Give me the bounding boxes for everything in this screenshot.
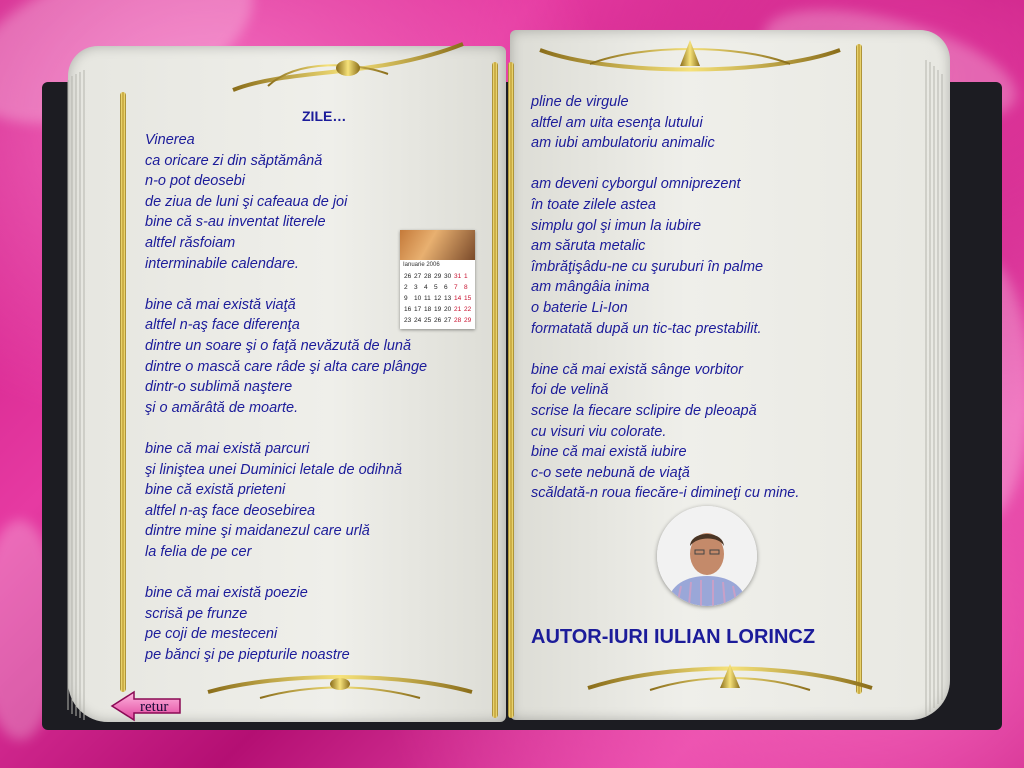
calendar-day: 30 <box>444 273 452 280</box>
poem-line: simplu gol şi imun la iubire <box>531 217 702 234</box>
calendar-day: 27 <box>414 273 422 280</box>
poem-left-column <box>145 130 427 665</box>
author-avatar <box>657 506 757 606</box>
calendar-photo <box>400 230 475 260</box>
calendar-day: 1 <box>464 273 468 280</box>
calendar-day: 4 <box>424 284 428 291</box>
calendar-day: 15 <box>464 295 472 302</box>
poem-line: la felia de pe cer <box>145 543 252 560</box>
poem-line: ca oricare zi din săptămână <box>145 152 323 169</box>
gold-ornament <box>580 660 880 700</box>
calendar-day: 20 <box>444 306 452 313</box>
poem-line: şi o amărâtă de moarte. <box>145 399 299 416</box>
author-name: AUTOR-IURI IULIAN LORINCZ <box>531 626 816 648</box>
poem-line: Vinerea <box>145 132 195 148</box>
calendar-day: 12 <box>434 295 442 302</box>
calendar-day: 25 <box>424 317 432 324</box>
poem-right-column <box>531 92 799 504</box>
poem-line: pe bănci şi pe piepturile noastre <box>145 646 350 663</box>
poem-line: c-o sete nebună de viaţă <box>531 464 690 481</box>
calendar-day: 23 <box>404 317 412 324</box>
calendar-day: 28 <box>424 273 432 280</box>
poem-line: bine că mai există parcuri <box>145 440 310 457</box>
stanza-gap <box>145 562 427 583</box>
calendar-day: 14 <box>454 295 462 302</box>
calendar-grid <box>400 268 475 330</box>
calendar-day: 5 <box>434 284 438 291</box>
gold-ornament <box>200 668 480 708</box>
poem-line: scrisă pe frunze <box>145 605 248 622</box>
poem-line: de ziua de luni şi cafeaua de joi <box>145 193 348 210</box>
poem-line: am iubi ambulatoriu animalic <box>531 135 715 152</box>
calendar-day: 19 <box>434 306 442 313</box>
poem-line: am săruta metalic <box>531 238 646 255</box>
calendar-image <box>400 230 475 329</box>
calendar-header: Ianuarie 2006 <box>403 262 440 268</box>
calendar-day: 6 <box>444 284 448 291</box>
calendar-day: 10 <box>414 295 422 302</box>
poem-line: altfel răsfoiam <box>145 234 236 251</box>
poem-line: pline de virgule <box>531 94 629 110</box>
poem-line: o baterie Li-Ion <box>531 299 628 316</box>
poem-line: altfel am uita esenţa lutului <box>531 114 703 131</box>
gold-border-bar <box>508 62 514 718</box>
calendar-day: 29 <box>434 273 442 280</box>
poem-line: bine că mai există iubire <box>531 444 687 461</box>
calendar-day: 3 <box>414 284 418 291</box>
calendar-day: 27 <box>444 317 452 324</box>
calendar-day: 16 <box>404 306 412 313</box>
calendar-day: 7 <box>454 284 458 291</box>
gold-ornament <box>530 36 850 86</box>
gold-ornament <box>228 38 468 100</box>
stanza-gap <box>145 418 427 439</box>
calendar-day: 26 <box>434 317 442 324</box>
calendar-day: 26 <box>404 273 412 280</box>
poem-line: dintre o mască care râde şi alta care plânge <box>145 358 428 375</box>
poem-line: cu visuri viu colorate. <box>531 423 667 440</box>
poem-line: bine că există prieteni <box>145 482 286 499</box>
poem-line: foi de velină <box>531 382 609 399</box>
poem-line: bine că s-au inventat literele <box>145 214 326 231</box>
calendar-day: 31 <box>454 273 462 280</box>
stanza-gap <box>145 274 427 295</box>
calendar-day: 13 <box>444 295 452 302</box>
poem-line: pe coji de mesteceni <box>145 626 278 643</box>
calendar-day: 24 <box>414 317 422 324</box>
poem-title: ZILE… <box>302 108 347 124</box>
calendar-day: 28 <box>454 317 462 324</box>
poem-line: scăldată-n roua fiecăre-i dimineţi cu mine. <box>531 485 800 502</box>
stanza-gap <box>531 154 799 175</box>
poem-line: bine că mai există sânge vorbitor <box>531 361 743 378</box>
poem-line: dintr-o sublimă naştere <box>145 379 293 396</box>
poem-line: scrise la fiecare sclipire de pleoapă <box>531 402 757 419</box>
calendar-day: 21 <box>454 306 462 313</box>
poem-line: în toate zilele astea <box>531 196 656 213</box>
back-button[interactable]: retur <box>140 699 169 715</box>
gold-border-bar <box>856 44 862 694</box>
poem-line: am deveni cyborgul omniprezent <box>531 176 741 193</box>
poem-line: interminabile calendare. <box>145 255 299 272</box>
poem-line: formatată după un tic-tac prestabilit. <box>531 320 762 337</box>
stanza-gap <box>531 339 799 360</box>
calendar-day: 2 <box>404 284 408 291</box>
poem-line: şi liniştea unei Duminici letale de odihnă <box>145 461 403 478</box>
poem-line: dintre mine şi maidanezul care urlă <box>145 523 370 540</box>
right-page-edges <box>920 60 950 720</box>
calendar-day: 11 <box>424 295 431 302</box>
calendar-day: 8 <box>464 284 468 291</box>
poem-line: altfel n-aş face diferenţa <box>145 317 300 334</box>
gold-border-bar <box>120 92 126 692</box>
poem-line: dintre un soare şi o faţă nevăzută de lună <box>145 337 412 354</box>
gold-border-bar <box>492 62 498 718</box>
poem-line: îmbrăţişâdu-ne cu şuruburi în palme <box>531 258 764 275</box>
calendar-day: 22 <box>464 306 472 313</box>
calendar-day: 29 <box>464 317 472 324</box>
poem-line: am mângâia inima <box>531 279 650 296</box>
calendar-day: 9 <box>404 295 408 302</box>
poem-line: n-o pot deosebi <box>145 173 245 190</box>
calendar-day: 18 <box>424 306 432 313</box>
calendar-day: 17 <box>414 306 422 313</box>
poem-line: bine că mai există viaţă <box>145 296 296 313</box>
poem-line: altfel n-aş face deosebirea <box>145 502 316 519</box>
left-page-edges <box>64 70 94 720</box>
poem-line: bine că mai există poezie <box>145 585 308 602</box>
